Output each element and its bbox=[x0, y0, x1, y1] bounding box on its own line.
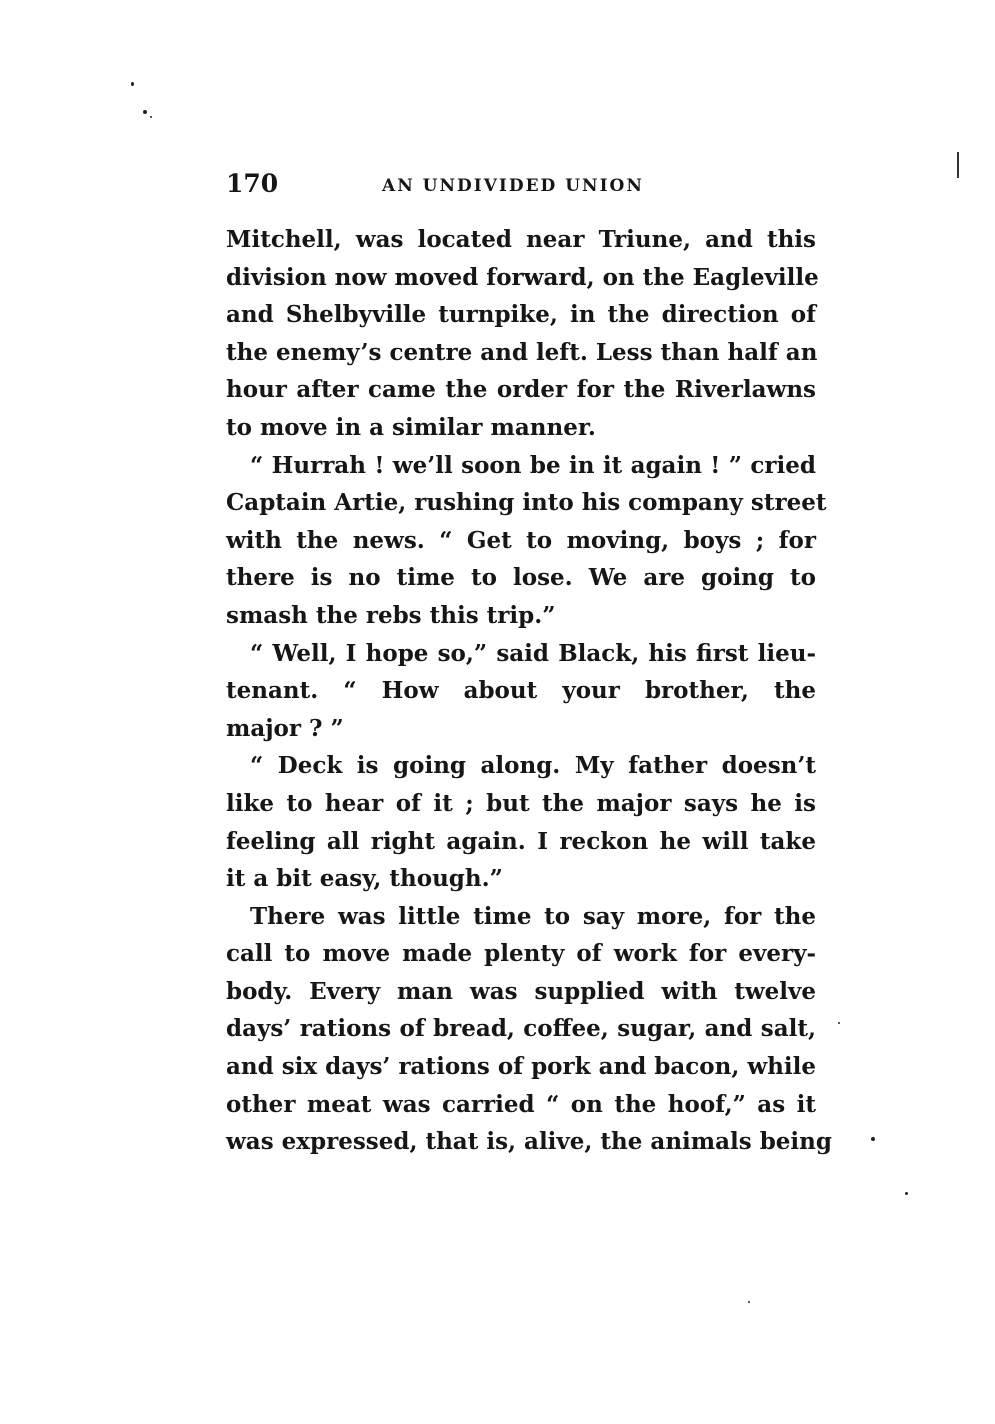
text-line: and Shelbyville turnpike, in the direction of bbox=[226, 301, 816, 329]
text-line: smash the rebs this trip.” bbox=[226, 601, 556, 629]
text-line: feeling all right again. I reckon he will take bbox=[226, 827, 816, 855]
text-line: “ Deck is going along. My father doesn’t bbox=[250, 752, 816, 780]
page-header bbox=[226, 166, 818, 202]
text-line: there is no time to lose. We are going to bbox=[226, 564, 816, 592]
text-line: other meat was carried “ on the hoof,” as it bbox=[226, 1090, 816, 1118]
text-line: was expressed, that is, alive, the animals being bbox=[226, 1128, 832, 1156]
text-line: hour after came the order for the Riverlawns bbox=[226, 376, 816, 404]
text-line: “ Well, I hope so,” said Black, his first lieu- bbox=[250, 639, 816, 667]
text-line: body. Every man was supplied with twelve bbox=[226, 977, 816, 1005]
text-line: it a bit easy, though.” bbox=[226, 865, 503, 893]
running-title: AN UNDIVIDED UNION bbox=[382, 176, 644, 196]
scan-speck bbox=[143, 110, 147, 114]
body-text bbox=[226, 221, 832, 1161]
scan-speck bbox=[871, 1137, 875, 1141]
page-number: 170 bbox=[226, 169, 279, 198]
text-line: division now moved forward, on the Eagleville bbox=[226, 263, 819, 291]
text-line: days’ rations of bread, coffee, sugar, and salt, bbox=[226, 1015, 816, 1043]
text-line: major ? ” bbox=[226, 714, 344, 742]
text-line: with the news. “ Get to moving, boys ; for bbox=[226, 526, 816, 554]
text-line: and six days’ rations of pork and bacon, while bbox=[226, 1053, 816, 1081]
text-line: call to move made plenty of work for every- bbox=[226, 940, 816, 968]
text-line: There was little time to say more, for the bbox=[250, 902, 816, 930]
scan-speck bbox=[905, 1192, 908, 1195]
scan-speck bbox=[131, 82, 134, 86]
text-line: Mitchell, was located near Triune, and this bbox=[226, 226, 816, 253]
text-line: “ Hurrah ! we’ll soon be in it again ! ” cried bbox=[250, 451, 816, 479]
text-line: to move in a similar manner. bbox=[226, 413, 596, 441]
text-line: Captain Artie, rushing into his company street bbox=[226, 489, 827, 517]
scan-speck bbox=[748, 1301, 750, 1303]
text-line: tenant. “ How about your brother, the bbox=[226, 677, 816, 705]
text-line: like to hear of it ; but the major says he is bbox=[226, 789, 816, 817]
scan-speck bbox=[150, 116, 152, 118]
text-line: the enemy’s centre and left. Less than half an bbox=[226, 338, 818, 366]
scan-mark bbox=[957, 152, 959, 178]
scan-speck bbox=[838, 1022, 840, 1024]
